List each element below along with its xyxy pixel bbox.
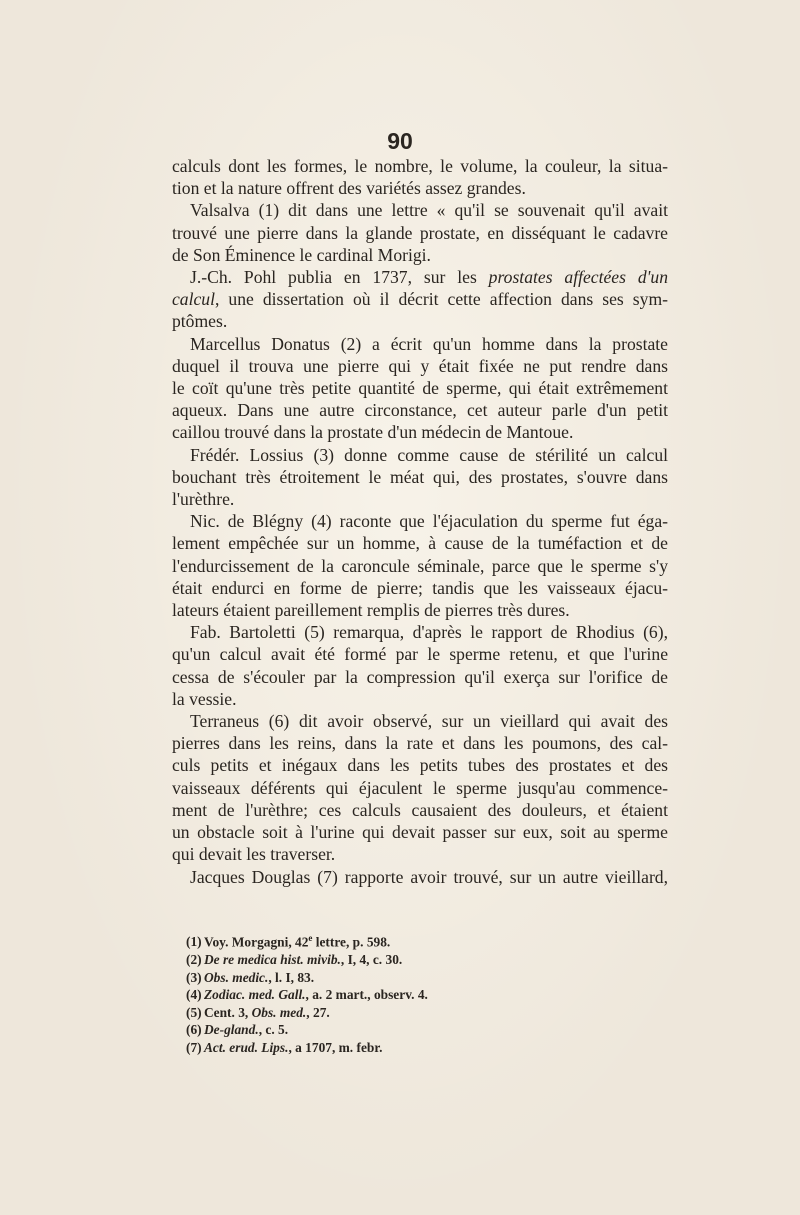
text-run: J.-Ch. Pohl publia en 1737, sur les bbox=[190, 267, 489, 288]
text-line: qu'un calcul avait été formé par le sperme retenu, et que l'urine bbox=[172, 644, 668, 665]
text-line: cessa de s'écouler par la compression qu'il exerça sur l'orifice de bbox=[172, 666, 668, 687]
text-line bbox=[172, 266, 668, 288]
text-line: la vessie. bbox=[172, 688, 237, 709]
text-line: caillou trouvé dans la prostate d'un médecin de Mantoue. bbox=[172, 422, 574, 443]
italic-title: prostates affectées d'un bbox=[488, 267, 668, 288]
text-line: Frédér. Lossius (3) donne comme cause de stérilité un calcul bbox=[190, 444, 668, 465]
text-line: qui devait les traverser. bbox=[172, 844, 336, 865]
footnote-ref: (4) bbox=[186, 987, 202, 1003]
paragraph bbox=[172, 444, 668, 511]
text-line: Jacques Douglas (7) rapporte avoir trouvé, sur un autre vieillard, bbox=[190, 866, 668, 887]
footnote bbox=[186, 951, 666, 969]
footnote-text: , a. 2 mart., observ. 4. bbox=[305, 987, 428, 1003]
text-line: aqueux. Dans une autre circonstance, cet auteur parle d'un petit bbox=[172, 400, 668, 421]
footnote-ref: (7) bbox=[186, 1040, 202, 1056]
text-line: Valsalva (1) dit dans une lettre « qu'il se souvenait qu'il avait bbox=[190, 200, 668, 221]
text-line: était endurci en forme de pierre; tandis que les vaisseaux éjacu- bbox=[172, 577, 668, 598]
text-line: vaisseaux déférents qui éjaculent le sperme jusqu'au commence- bbox=[172, 777, 668, 798]
text-line: culs petits et inégaux dans les petits tubes des prostates et des bbox=[172, 755, 668, 776]
paragraph bbox=[172, 333, 668, 444]
footnote bbox=[186, 1004, 666, 1022]
footnote-ref: (2) bbox=[186, 952, 202, 968]
footnote-ref: (5) bbox=[186, 1004, 202, 1020]
footnote-title: De re medica hist. mivib. bbox=[204, 952, 341, 968]
text-line: Fab. Bartoletti (5) remarqua, d'après le rapport de Rhodius (6), bbox=[190, 622, 668, 643]
text-line: ptômes. bbox=[172, 311, 228, 332]
text-line: l'urèthre. bbox=[172, 489, 235, 510]
footnote-text: , l. I, 83. bbox=[268, 969, 315, 985]
text-line bbox=[172, 288, 668, 310]
footnote bbox=[186, 930, 666, 951]
footnote-text: Voy. Morgagni, 42 bbox=[204, 934, 309, 950]
text-line: le coït qu'une très petite quantité de sperme, qui était extrêmement bbox=[172, 378, 668, 399]
paragraph bbox=[172, 710, 668, 865]
text-run: , une dissertation où il décrit cette affection dans ses sym- bbox=[215, 289, 668, 310]
footnote bbox=[186, 986, 666, 1004]
footnote-ref: (1) bbox=[186, 934, 202, 950]
text-line: l'endurcissement de la caroncule séminale, parce que le sperme s'y bbox=[172, 555, 668, 576]
footnote-text: lettre, p. 598. bbox=[312, 934, 391, 950]
footnote-text: Cent. 3, bbox=[204, 1004, 252, 1020]
text-line: Marcellus Donatus (2) a écrit qu'un homme dans la prostate bbox=[190, 333, 668, 354]
footnote-title: De-gland. bbox=[204, 1022, 259, 1038]
main-text bbox=[172, 155, 668, 888]
page-number: 90 bbox=[387, 128, 413, 154]
paragraph bbox=[172, 866, 668, 888]
paragraph bbox=[172, 621, 668, 710]
text-line: duquel il trouva une pierre qui y était fixée ne put rendre dans bbox=[172, 355, 668, 376]
footnotes bbox=[186, 930, 666, 1057]
footnote-ref: (6) bbox=[186, 1022, 202, 1038]
text-line: ment de l'urèthre; ces calculs causaient des douleurs, et étaient bbox=[172, 799, 668, 820]
text-line: bouchant très étroitement le méat qui, des prostates, s'ouvre dans bbox=[172, 466, 668, 487]
text-line: lement empêchée sur un homme, à cause de la tuméfaction et de bbox=[172, 533, 668, 554]
footnote-text: , a 1707, m. febr. bbox=[288, 1040, 383, 1056]
superscript: e bbox=[308, 933, 313, 943]
italic-title: calcul bbox=[172, 289, 215, 310]
text-line: trouvé une pierre dans la glande prostate, en disséquant le cadavre bbox=[172, 222, 668, 243]
footnote bbox=[186, 1021, 666, 1039]
text-line: Nic. de Blégny (4) raconte que l'éjaculation du sperme fut éga- bbox=[190, 511, 668, 532]
footnote-text: , I, 4, c. 30. bbox=[340, 952, 403, 968]
paragraph bbox=[172, 199, 668, 266]
footnote-ref: (3) bbox=[186, 969, 202, 985]
footnote-text: , 27. bbox=[306, 1004, 330, 1020]
footnote bbox=[186, 969, 666, 987]
footnote-title: Act. erud. Lips. bbox=[204, 1040, 289, 1056]
text-line: tion et la nature offrent des variétés assez grandes. bbox=[172, 178, 526, 199]
footnote bbox=[186, 1039, 666, 1057]
footnote-title: Obs. medic. bbox=[204, 969, 269, 985]
text-line: calculs dont les formes, le nombre, le volume, la couleur, la situa- bbox=[172, 156, 668, 176]
footnote-title: Obs. med. bbox=[251, 1004, 307, 1020]
text-line: lateurs étaient pareillement remplis de pierres très dures. bbox=[172, 600, 570, 621]
text-line: pierres dans les reins, dans la rate et dans les poumons, des cal- bbox=[172, 733, 668, 754]
text-line: un obstacle soit à l'urine qui devait passer sur eux, soit au sperme bbox=[172, 822, 668, 843]
text-line: Terraneus (6) dit avoir observé, sur un vieillard qui avait des bbox=[190, 711, 668, 732]
footnote-text: , c. 5. bbox=[258, 1022, 289, 1038]
paragraph bbox=[172, 510, 668, 621]
paragraph bbox=[172, 266, 668, 333]
footnote-title: Zodiac. med. Gall. bbox=[204, 987, 306, 1003]
paragraph bbox=[172, 155, 668, 199]
text-line: de Son Éminence le cardinal Morigi. bbox=[172, 244, 431, 265]
